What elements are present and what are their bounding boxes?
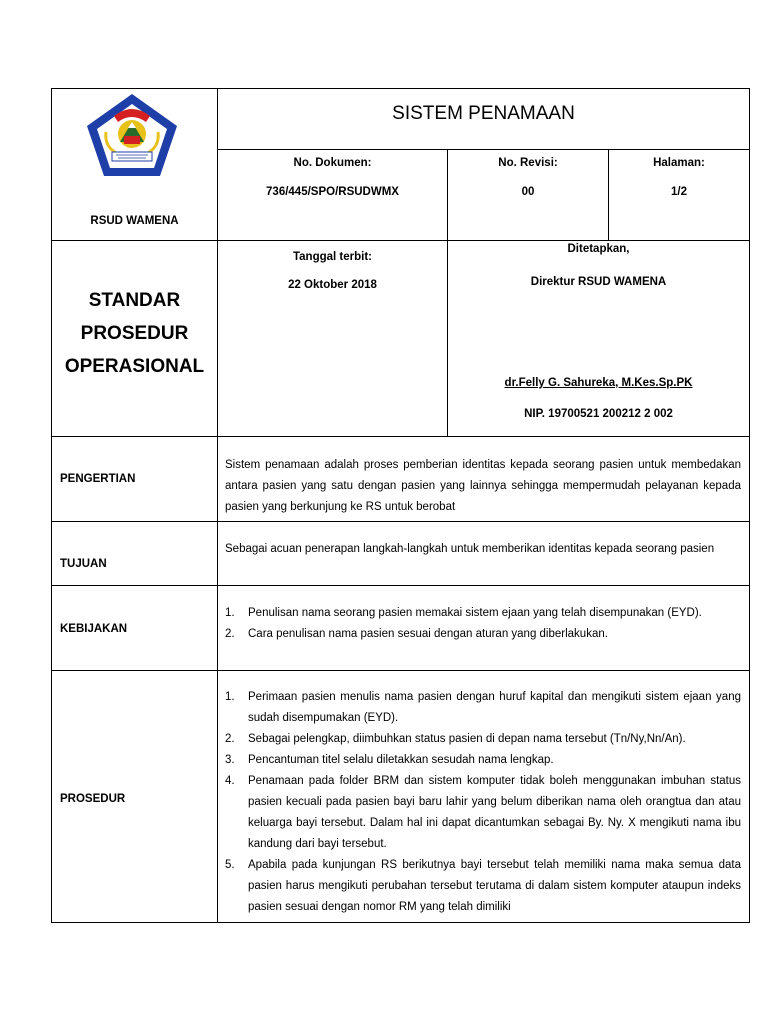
- section-label-prosedur: PROSEDUR: [60, 793, 126, 805]
- list-item-text: Apabila pada kunjungan RS berikutnya bayi tersebut telah memiliki nama maka semua data pasien harus mengikuti perubahan tersebut terutama di dalam sistem komputer ataupun indeks pasien sesuai dengan nomor RM yang telah dimiliki: [248, 859, 741, 913]
- row-divider-tujuan: [51, 585, 749, 586]
- list-item: [225, 855, 741, 918]
- kebijakan-list: [225, 603, 741, 645]
- hospital-name: RSUD WAMENA: [90, 215, 179, 227]
- list-item: [225, 750, 741, 771]
- section-label-kebijakan: KEBIJAKAN: [60, 623, 128, 635]
- section-label-pengertian: PENGERTIAN: [60, 473, 136, 485]
- list-item: [225, 603, 741, 624]
- page-value: 1/2: [671, 186, 687, 198]
- pengertian-text: Sistem penamaan adalah proses pemberian identitas kepada seorang pasien untuk membedakan antara pasien yang satu dengan pasien yang lainnya sehingga mempermudah pelayanan kepada pasien yang berkunjung ke RS untuk berobat: [225, 459, 741, 513]
- document-title: SISTEM PENAMAAN: [392, 103, 575, 124]
- table-border-right: [749, 88, 750, 923]
- hospital-emblem-icon: [84, 92, 180, 178]
- row-divider-kebijakan: [51, 670, 749, 671]
- table-border-top: [51, 88, 749, 89]
- director-nip: NIP. 19700521 200212 2 002: [524, 408, 673, 420]
- revision-label: No. Revisi:: [498, 157, 558, 169]
- list-item: [225, 624, 741, 645]
- list-number: 1.: [225, 607, 235, 619]
- list-number: 2.: [225, 733, 235, 745]
- director-title: Direktur RSUD WAMENA: [530, 276, 667, 288]
- row-divider-pengertian: [51, 521, 749, 522]
- list-item-text: Cara penulisan nama pasien sesuai dengan aturan yang diberlakukan.: [248, 628, 608, 640]
- issue-date-label: Tanggal terbit:: [292, 251, 372, 263]
- list-number: 5.: [225, 859, 235, 871]
- tujuan-text: Sebagai acuan penerapan langkah-langkah untuk memberikan identitas kepada seorang pasien: [225, 543, 715, 555]
- list-item: [225, 771, 741, 855]
- established-label: Ditetapkan,: [567, 243, 630, 255]
- list-number: 2.: [225, 628, 235, 640]
- section-label-tujuan: TUJUAN: [60, 558, 107, 570]
- sop-line-3: OPERASIONAL: [64, 356, 205, 377]
- sop-line-1: STANDAR: [88, 290, 181, 311]
- row-divider-header: [51, 240, 749, 241]
- list-item-text: Penamaan pada folder BRM dan sistem komputer tidak boleh menggunakan imbuhan status pasien kecuali pada pasien bayi baru lahir yang belum diberikan nama oleh orangtua dan atau keluarga bayi tersebut. Dalam hal ini dapat dicantumkan sebagai By. Ny. X mengikuti nama ibu kandung dari bayi tersebut.: [248, 775, 741, 850]
- prosedur-list: [225, 687, 741, 918]
- list-item-text: Sebagai pelengkap, diimbuhkan status pasien di depan nama tersebut (Tn/Ny,Nn/An).: [248, 733, 686, 745]
- list-item-text: Perimaan pasien menulis nama pasien dengan huruf kapital dan mengikuti sistem ejaan yang sudah disempumakan (EYD).: [248, 691, 741, 724]
- director-name: dr.Felly G. Sahureka, M.Kes.Sp.PK: [504, 377, 693, 389]
- list-number: 4.: [225, 775, 235, 787]
- revision-value: 00: [521, 186, 535, 198]
- list-item: [225, 729, 741, 750]
- row-divider-sop: [51, 436, 749, 437]
- list-item-text: Penulisan nama seorang pasien memakai sistem ejaan yang telah disempunakan (EYD).: [248, 607, 702, 619]
- doc-no-value: 736/445/SPO/RSUDWMX: [266, 186, 399, 198]
- list-number: 3.: [225, 754, 235, 766]
- sop-line-2: PROSEDUR: [80, 323, 189, 344]
- row-divider-header-sub: [217, 149, 749, 150]
- page-label: Halaman:: [653, 157, 705, 169]
- column-divider-label: [217, 88, 218, 923]
- table-border-bottom: [51, 922, 749, 923]
- list-item: [225, 687, 741, 729]
- list-item-text: Pencantuman titel selalu diletakkan sesudah nama lengkap.: [248, 754, 554, 766]
- doc-no-label: No. Dokumen:: [293, 157, 372, 169]
- issue-date-value: 22 Oktober 2018: [288, 279, 377, 291]
- list-number: 1.: [225, 691, 235, 703]
